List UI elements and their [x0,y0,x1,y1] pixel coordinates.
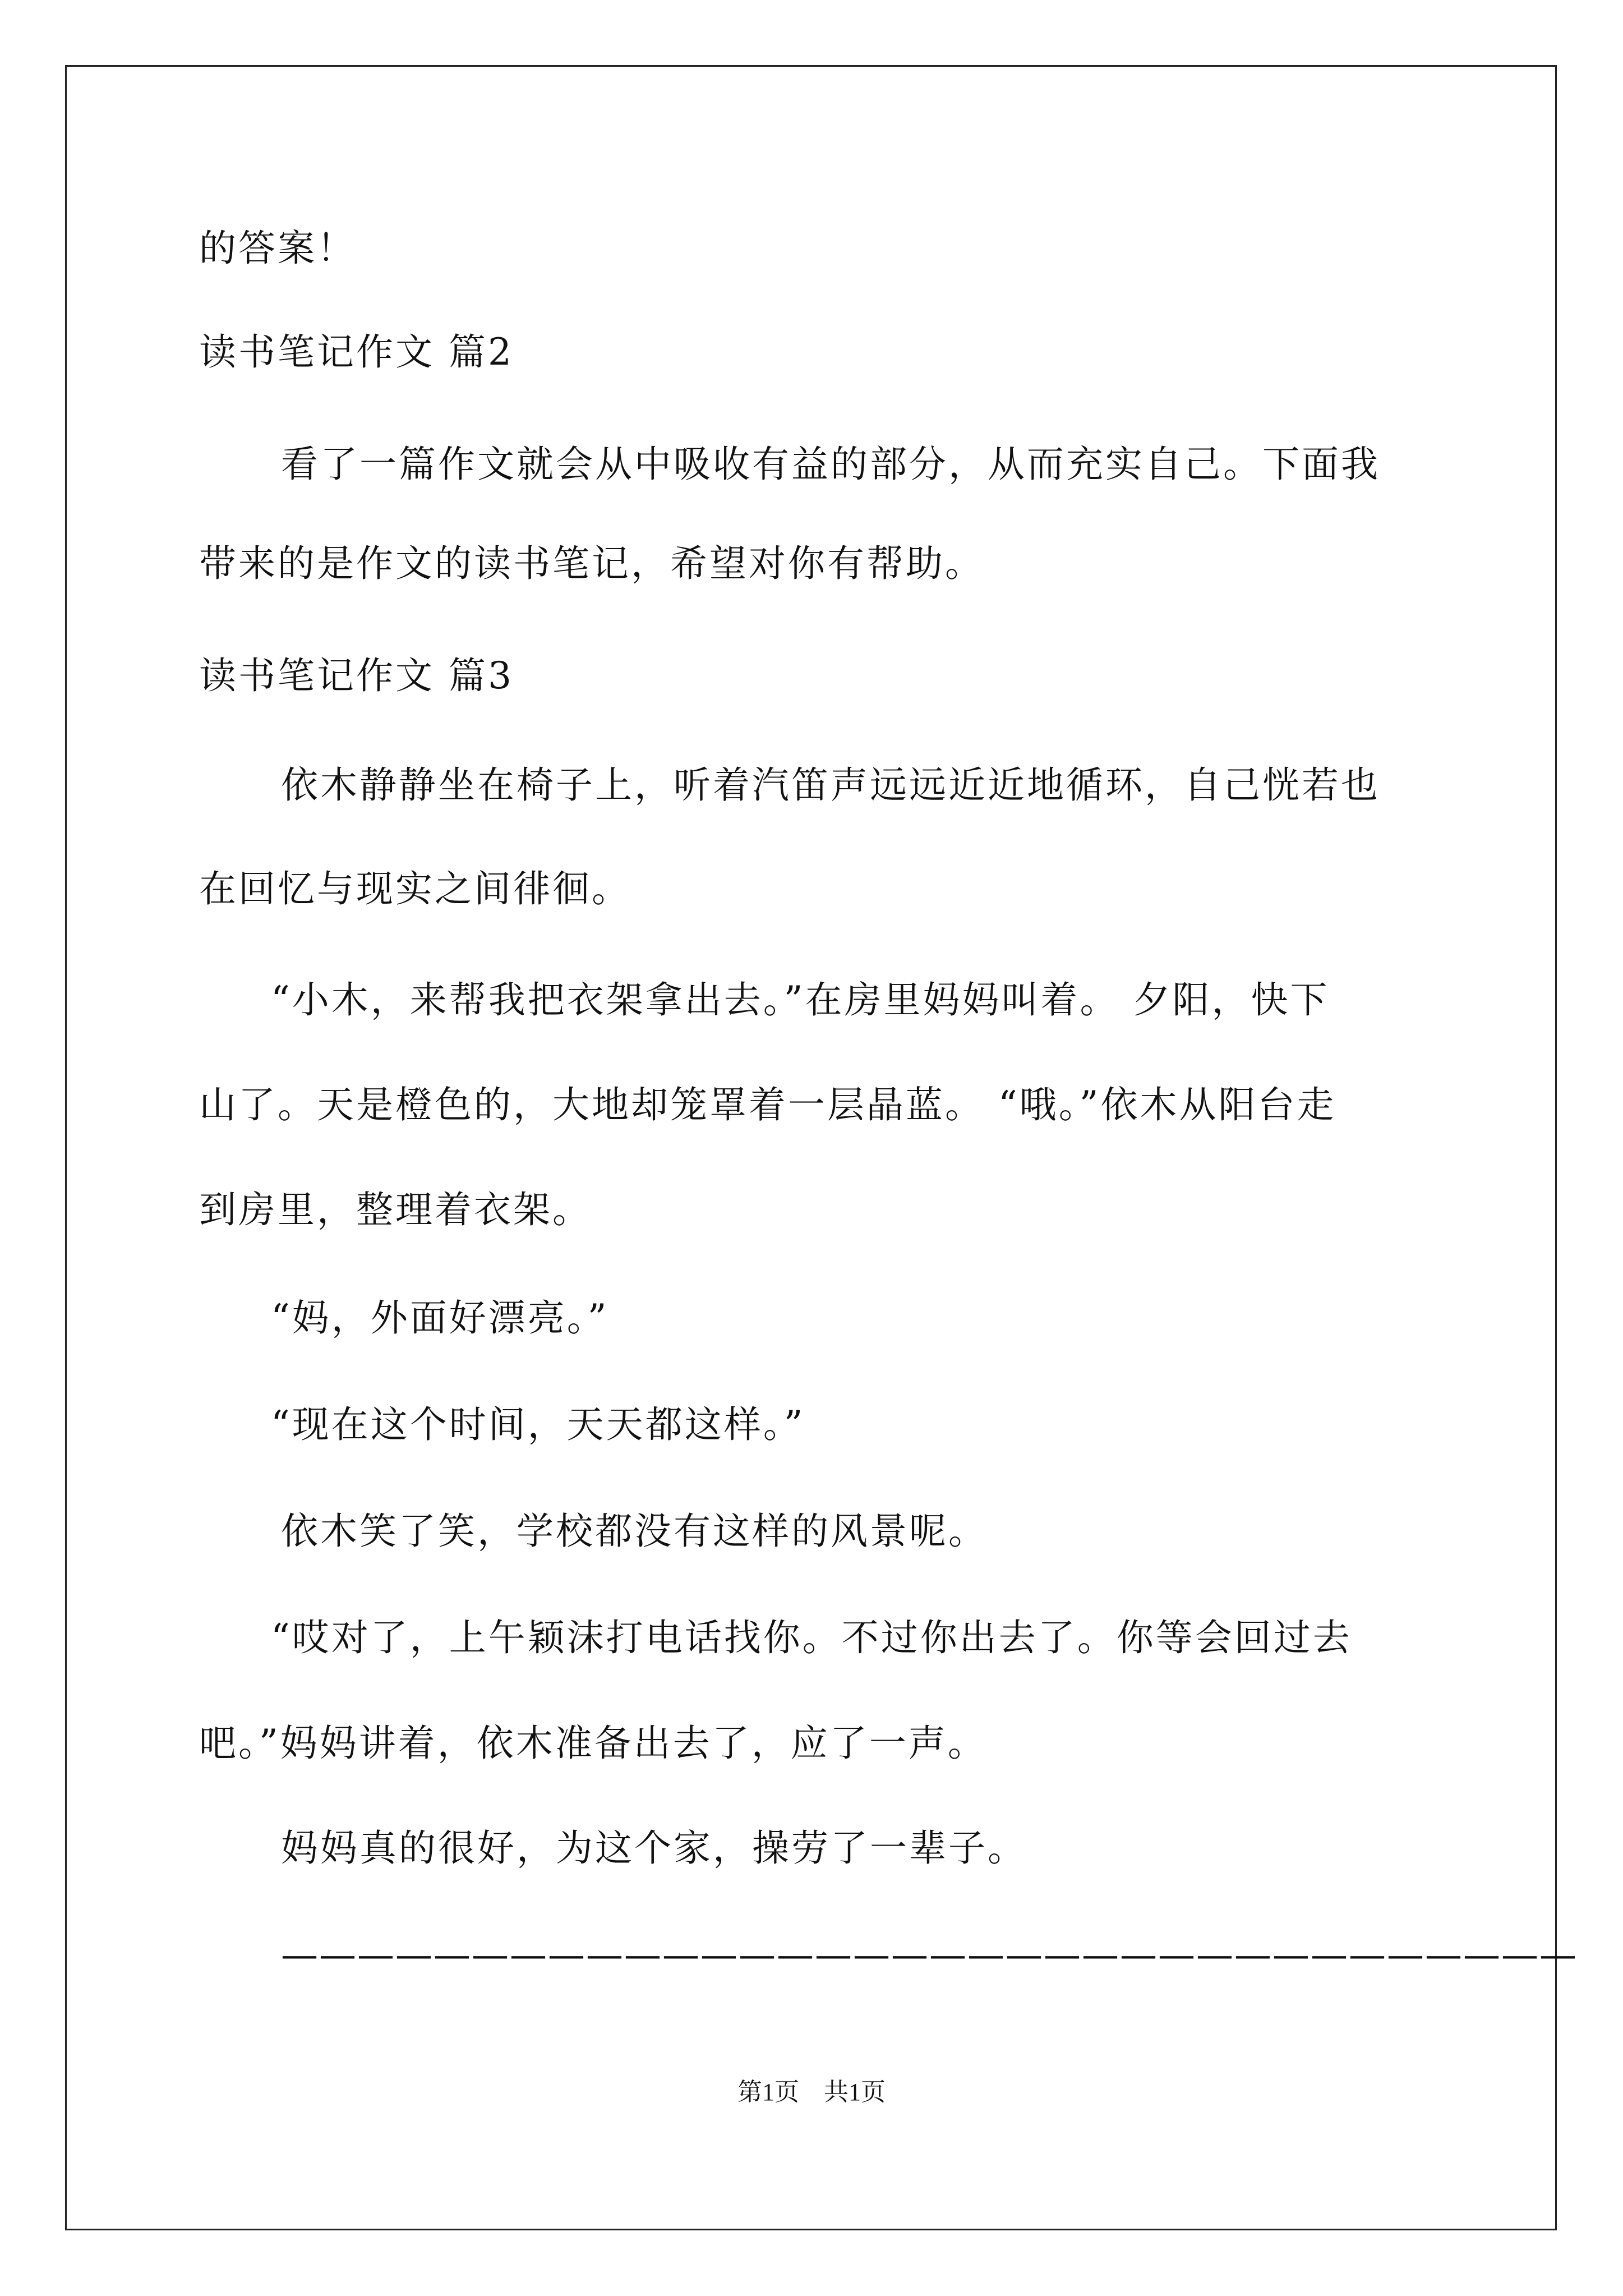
section-heading: 读书笔记作文 篇2 [199,330,514,374]
section-divider: —————————————————————————————————— [281,1933,1578,1976]
paragraph-line: 在回忆与现实之间徘徊。 [199,867,631,910]
paragraph-line: 带来的是作文的读书笔记，希望对你有帮助。 [199,542,984,585]
page-number-footer: 第1页 共1页 [737,2078,886,2106]
paragraph-line: 看了一篇作文就会从中吸收有益的部分，从而充实自己。下面我 [281,443,1380,486]
paragraph-line: 山了。天是橙色的，大地却笼罩着一层晶蓝。 “哦。”依木从阳台走 [199,1083,1336,1126]
paragraph-line: “妈，外面好漂亮。” [271,1296,609,1340]
paragraph-line: 依木静静坐在椅子上，听着汽笛声远远近近地循环，自己恍若也 [281,763,1380,807]
page-border [65,65,1557,2230]
paragraph-line: 的答案！ [199,227,356,270]
paragraph-line: “小木，来帮我把衣架拿出去。”在房里妈妈叫着。 夕阳，快下 [271,978,1330,1022]
paragraph-line: “现在这个时间，天天都这样。” [271,1403,805,1446]
paragraph-line: 到房里，整理着衣架。 [199,1188,592,1231]
paragraph-line: 依木笑了笑，学校都没有这样的风景呢。 [281,1510,988,1553]
paragraph-line: 吧。”妈妈讲着，依木准备出去了，应了一声。 [199,1722,987,1765]
section-heading: 读书笔记作文 篇3 [199,654,514,697]
paragraph-line: “哎对了，上午颖沫打电话找你。不过你出去了。你等会回过去 [271,1616,1352,1659]
paragraph-line: 妈妈真的很好，为这个家，操劳了一辈子。 [281,1826,1027,1870]
